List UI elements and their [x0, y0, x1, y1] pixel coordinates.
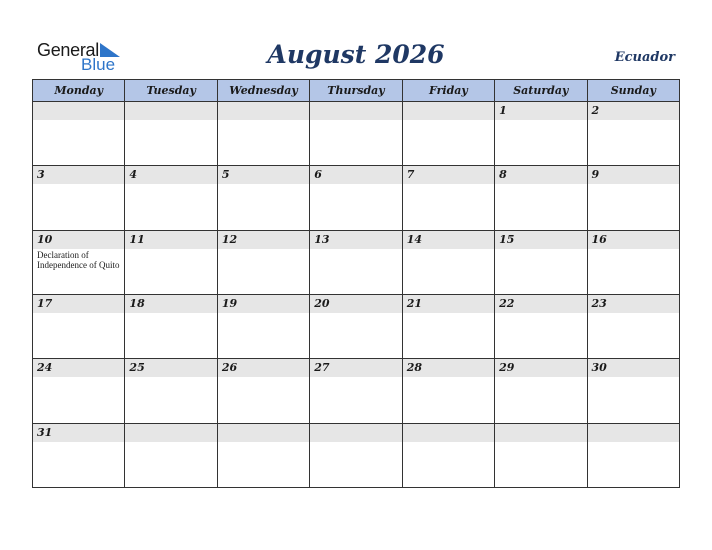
day-number: 1 — [499, 104, 507, 117]
day-cell — [587, 359, 679, 423]
day-number-bar — [495, 231, 586, 249]
week-row — [33, 102, 680, 166]
day-cell — [310, 102, 402, 166]
day-number: 21 — [406, 296, 422, 310]
day-number: 30 — [591, 361, 607, 375]
day-number-bar — [33, 166, 124, 184]
day-cell — [310, 423, 402, 487]
holiday-event: Declaration of Independence of Quito — [37, 249, 120, 270]
day-number: 15 — [499, 232, 515, 246]
day-number: 16 — [591, 232, 607, 246]
day-number: 17 — [37, 296, 53, 310]
day-cell — [125, 423, 217, 487]
day-number: 27 — [314, 361, 330, 375]
week-row — [33, 359, 680, 423]
day-number: 24 — [37, 361, 53, 375]
day-number-bar — [125, 166, 216, 184]
week-row — [33, 230, 680, 294]
day-number: 25 — [129, 361, 145, 375]
day-cell — [33, 102, 125, 166]
day-number: 3 — [37, 168, 45, 182]
day-number-bar — [403, 359, 494, 377]
day-cell — [402, 102, 494, 166]
weekday-monday: Monday — [33, 80, 125, 102]
day-number-bar — [33, 359, 124, 377]
day-number-bar — [310, 166, 401, 184]
day-number: 4 — [129, 168, 138, 182]
day-number: 26 — [221, 361, 238, 375]
day-cell — [587, 166, 679, 230]
day-number-bar — [218, 295, 309, 313]
page-title: August 2026 — [267, 40, 445, 69]
day-number-bar — [310, 359, 401, 377]
logo-text-blue: Blue — [81, 55, 116, 74]
day-number: 31 — [37, 425, 53, 439]
day-cell — [33, 166, 125, 230]
day-cell — [495, 230, 587, 294]
day-cell — [125, 230, 217, 294]
day-cell — [125, 294, 217, 358]
day-cell — [402, 294, 494, 358]
day-cell — [33, 294, 125, 358]
weekday-header-row — [33, 80, 680, 102]
day-number-bar — [125, 231, 216, 249]
day-number: 9 — [591, 168, 600, 182]
day-cell — [33, 230, 125, 294]
day-cell — [587, 423, 679, 487]
day-number-bar — [310, 102, 401, 120]
day-number-bar — [495, 166, 586, 184]
day-number-bar — [310, 231, 401, 249]
day-number-bar — [125, 424, 216, 442]
day-number: 19 — [221, 296, 238, 310]
week-row — [33, 294, 680, 358]
weekday-tuesday: Tuesday — [125, 80, 217, 102]
day-number: 11 — [129, 232, 145, 246]
day-number-bar — [588, 166, 679, 184]
weekday-sunday: Sunday — [587, 80, 679, 102]
day-number: 20 — [314, 296, 330, 310]
day-number-bar — [33, 295, 124, 313]
day-cell — [495, 359, 587, 423]
day-number: 8 — [499, 168, 507, 182]
day-cell — [310, 294, 402, 358]
day-cell — [495, 423, 587, 487]
day-number: 13 — [314, 232, 330, 246]
day-cell — [402, 230, 494, 294]
day-cell — [310, 359, 402, 423]
day-number-bar — [403, 424, 494, 442]
day-number-bar — [495, 424, 586, 442]
day-number: 7 — [406, 168, 415, 182]
day-cell — [217, 294, 309, 358]
day-number-bar — [125, 359, 216, 377]
day-number-bar — [33, 424, 124, 442]
day-cell — [402, 166, 494, 230]
day-cell — [125, 102, 217, 166]
day-cell — [125, 359, 217, 423]
day-cell — [217, 359, 309, 423]
day-number-bar — [588, 231, 679, 249]
day-number: 14 — [406, 232, 422, 246]
day-number-bar — [310, 295, 401, 313]
day-number-bar — [218, 166, 309, 184]
logo-text-general: General — [37, 40, 99, 60]
day-cell — [217, 166, 309, 230]
day-number-bar — [588, 295, 679, 313]
day-number-bar — [403, 231, 494, 249]
day-number: 18 — [129, 296, 145, 310]
day-number: 2 — [591, 104, 600, 117]
day-cell — [217, 102, 309, 166]
country-label: Ecuador — [614, 50, 675, 65]
weekday-thursday: Thursday — [310, 80, 402, 102]
day-number-bar — [125, 102, 216, 120]
day-number-bar — [588, 359, 679, 377]
week-row — [33, 423, 680, 487]
day-number: 12 — [221, 232, 238, 246]
week-row — [33, 166, 680, 230]
day-cell — [587, 102, 679, 166]
day-number: 6 — [314, 168, 322, 182]
day-number-bar — [33, 102, 124, 120]
day-cell — [217, 423, 309, 487]
day-cell — [217, 230, 309, 294]
day-cell — [402, 423, 494, 487]
day-cell — [402, 359, 494, 423]
day-cell — [33, 359, 125, 423]
day-cell — [310, 230, 402, 294]
day-number: 28 — [406, 361, 422, 375]
day-cell — [310, 166, 402, 230]
day-number: 22 — [499, 296, 515, 310]
day-number-bar — [403, 295, 494, 313]
day-cell — [587, 294, 679, 358]
weekday-saturday: Saturday — [495, 80, 587, 102]
day-number: 29 — [499, 361, 515, 375]
day-number: 23 — [591, 296, 607, 310]
day-number-bar — [218, 359, 309, 377]
day-number-bar — [588, 102, 679, 120]
day-number-bar — [495, 295, 586, 313]
day-number-bar — [218, 424, 309, 442]
day-number-bar — [495, 359, 586, 377]
weekday-friday: Friday — [402, 80, 494, 102]
day-cell — [125, 166, 217, 230]
day-number: 5 — [221, 168, 230, 182]
day-number-bar — [125, 295, 216, 313]
calendar-grid — [32, 79, 680, 488]
day-number-bar — [33, 231, 124, 249]
day-number-bar — [495, 102, 586, 120]
day-cell — [495, 166, 587, 230]
day-number-bar — [403, 102, 494, 120]
day-number-bar — [588, 424, 679, 442]
day-cell — [33, 423, 125, 487]
day-number-bar — [403, 166, 494, 184]
day-number-bar — [218, 102, 309, 120]
day-number-bar — [218, 231, 309, 249]
day-cell — [495, 294, 587, 358]
day-number-bar — [310, 424, 401, 442]
day-cell — [495, 102, 587, 166]
weekday-wednesday: Wednesday — [217, 80, 309, 102]
day-cell — [587, 230, 679, 294]
day-number: 10 — [37, 232, 53, 246]
